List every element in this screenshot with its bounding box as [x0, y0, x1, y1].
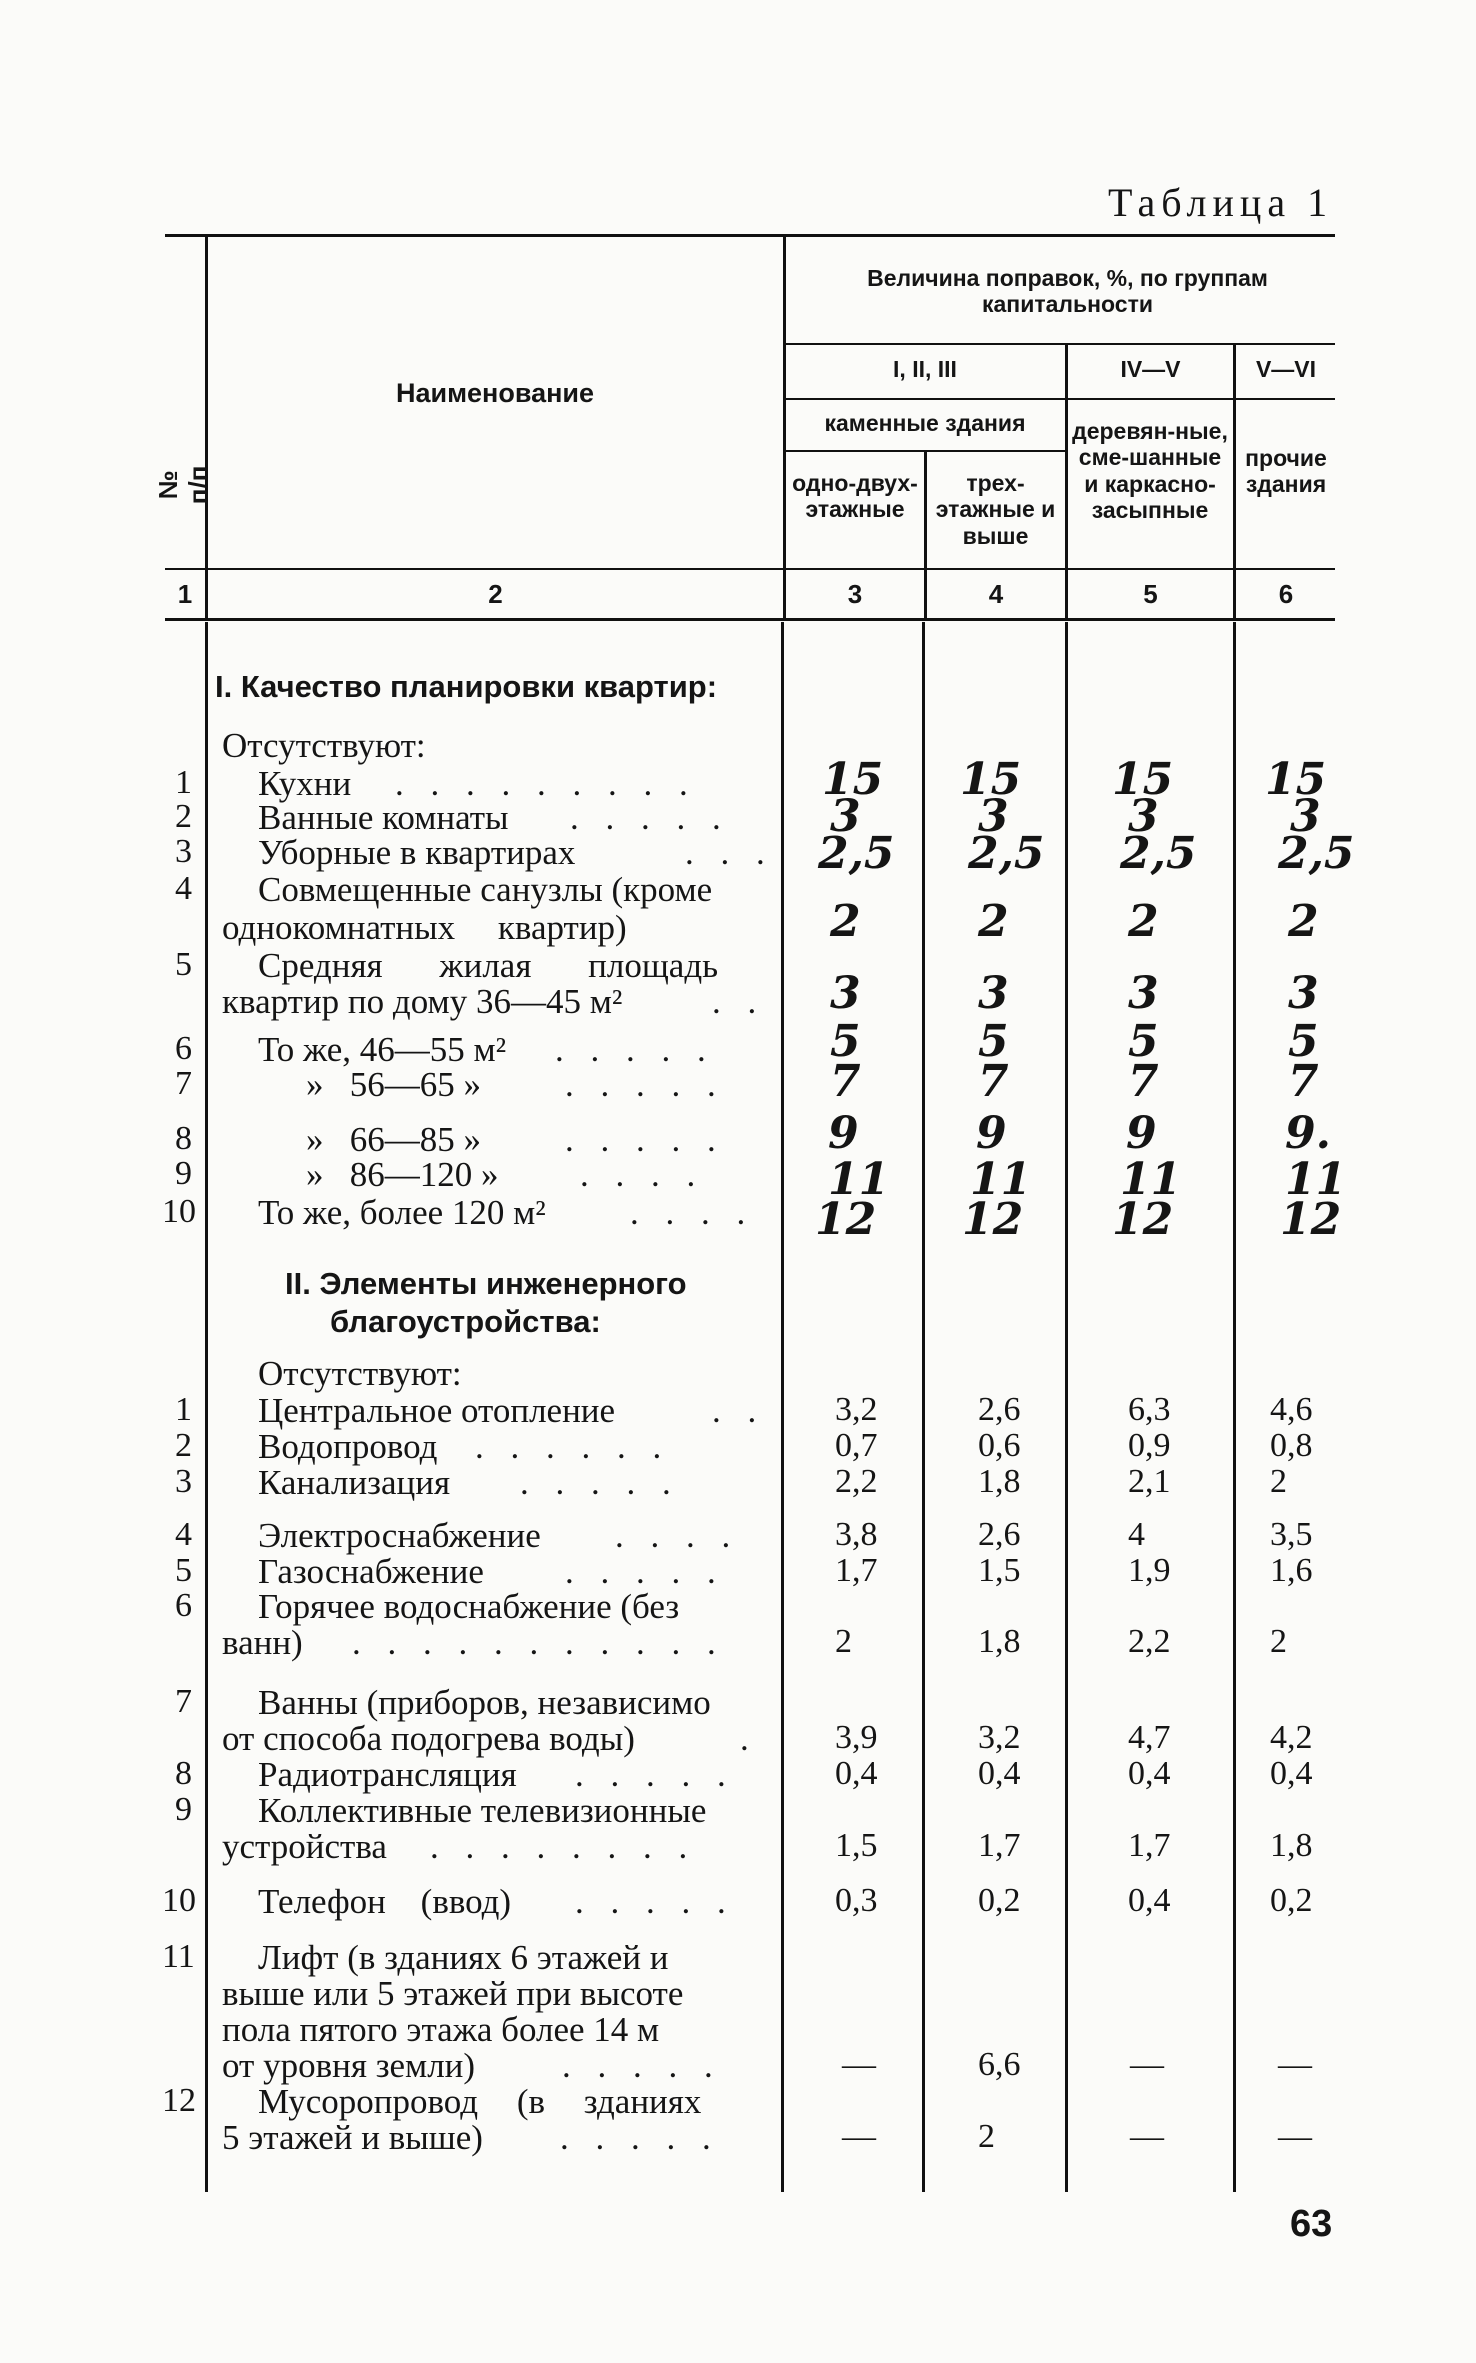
group-3: V—VI [1255, 356, 1317, 382]
section1-title: I. Качество планировки квартир: [215, 669, 718, 704]
s2-row9-name2: устройства [222, 1827, 387, 1866]
s2-r11-c4: 6,6 [978, 2046, 1021, 2083]
s1-r10-c6: 12 [1280, 1194, 1342, 1245]
s2-r12-c6: — [1278, 2118, 1312, 2155]
s1-r9-c6: 11 [1285, 1154, 1347, 1205]
s1-r9-c5: 11 [1120, 1154, 1182, 1205]
s2-row7-num: 7 [175, 1683, 192, 1720]
s1-r6-c5: 5 [1128, 1016, 1159, 1067]
s2-r2-c3: 0,7 [835, 1427, 878, 1464]
s1-r2-c6: 3 [1290, 791, 1321, 842]
s2-row11-name2: выше или 5 этажей при высоте [222, 1974, 684, 2013]
s2-r4-c5: 4 [1128, 1516, 1145, 1553]
s1-row6-num: 6 [175, 1030, 192, 1067]
s1-row9-num: 9 [175, 1155, 192, 1192]
col3-header: одно-двух-этажные [792, 470, 918, 523]
top-rule [165, 234, 1335, 237]
s2-r3-c3: 2,2 [835, 1463, 878, 1500]
leader-dots: . . [712, 982, 766, 1021]
s2-row11-num: 11 [162, 1938, 195, 1975]
body-vrule-num [205, 622, 208, 2192]
s1-r8-c6: 9. [1285, 1108, 1331, 1159]
leader-dots: . . . . . [565, 1120, 725, 1159]
s1-r1-c5: 15 [1112, 754, 1174, 805]
colnum-5: 5 [1143, 579, 1158, 609]
s2-row4-num: 4 [175, 1516, 192, 1553]
colnum-4: 4 [988, 579, 1004, 609]
colnum-3: 3 [847, 579, 863, 609]
s1-row10-name: То же, более 120 м² [258, 1193, 546, 1232]
s1-r4-c5: 2 [1128, 896, 1159, 947]
body-vrule-c1c2 [922, 622, 925, 2192]
colnum-rule-bottom [165, 618, 1335, 621]
body-vrule-c3c4 [1233, 622, 1236, 2192]
colnum-rule-top [165, 568, 1335, 570]
s1-row5-name: Средняя жилая площадь [258, 946, 719, 985]
s2-r7-c3: 3,9 [835, 1719, 878, 1756]
s1-r1-c3: 15 [822, 754, 884, 805]
s2-r4-c3: 3,8 [835, 1516, 878, 1553]
s2-r7-c6: 4,2 [1270, 1719, 1313, 1756]
vrule-num [205, 236, 208, 618]
colnum-6: 6 [1278, 579, 1294, 609]
s2-row2-num: 2 [175, 1427, 192, 1464]
s2-r6-c4: 1,8 [978, 1623, 1021, 1660]
s2-row5-name: Газоснабжение [258, 1552, 484, 1591]
s2-r9-c4: 1,7 [978, 1827, 1021, 1864]
s1-r3-c6: 2,5 [1278, 828, 1355, 879]
s1-row9-name: » 86—120 » [306, 1155, 499, 1194]
s1-r5-c5: 3 [1128, 968, 1159, 1019]
s1-r7-c5: 7 [1128, 1056, 1159, 1107]
s2-r1-c3: 3,2 [835, 1391, 878, 1428]
group-title: Величина поправок, %, по группам капитальности [867, 265, 1268, 318]
s2-r8-c4: 0,4 [978, 1755, 1021, 1792]
s1-row2-num: 2 [175, 798, 192, 835]
col5-header: деревян-ные, сме-шанные и каркасно-засыпные [1072, 418, 1228, 524]
leader-dots: . . [712, 1391, 766, 1430]
s2-r5-c6: 1,6 [1270, 1552, 1313, 1589]
vrule-c2c3 [1065, 345, 1068, 618]
col6-header: прочие здания [1245, 445, 1327, 498]
s2-row6-name2: ванн) [222, 1623, 303, 1662]
leader-dots: . . . . . . . . [430, 1827, 697, 1866]
leader-dots: . . . . . [562, 2046, 722, 2085]
s2-r10-c5: 0,4 [1128, 1882, 1171, 1919]
s2-r7-c5: 4,7 [1128, 1719, 1171, 1756]
s2-row8-name: Радиотрансляция [258, 1755, 517, 1794]
s2-row10-name: Телефон (ввод) [258, 1882, 512, 1921]
section1-absent: Отсутствуют: [222, 726, 426, 765]
s2-r12-c3: — [842, 2118, 876, 2155]
s1-r5-c3: 3 [830, 968, 861, 1019]
s2-r2-c4: 0,6 [978, 1427, 1021, 1464]
s2-row10-num: 10 [162, 1882, 196, 1919]
s1-row2-name: Ванные комнаты [258, 798, 509, 837]
leader-dots: . . . . . . [475, 1427, 671, 1466]
num-col-header: № п/п [153, 465, 213, 505]
leader-dots: . . . . . [565, 1065, 725, 1104]
s1-r10-c5: 12 [1112, 1194, 1174, 1245]
s2-r11-c6: — [1278, 2046, 1312, 2083]
s1-r1-c4: 15 [960, 754, 1022, 805]
group-2: IV—V [1120, 356, 1181, 382]
leader-dots: . . . [685, 833, 774, 872]
stone-header: каменные здания [824, 410, 1026, 436]
leader-dots: . . . . . . . . . [395, 764, 697, 803]
s2-r3-c6: 2 [1270, 1463, 1287, 1500]
s1-row4-num: 4 [175, 870, 192, 907]
s1-row4-name: Совмещенные санузлы (кроме [258, 870, 713, 909]
s1-r2-c3: 3 [830, 791, 861, 842]
s2-row12-num: 12 [162, 2082, 196, 2119]
subgroup-rule [785, 398, 1335, 400]
s2-r10-c3: 0,3 [835, 1882, 878, 1919]
s2-row11-name3: пола пятого этажа более 14 м [222, 2010, 660, 2049]
s2-r12-c5: — [1130, 2118, 1164, 2155]
s2-r1-c5: 6,3 [1128, 1391, 1171, 1428]
s2-row1-num: 1 [175, 1391, 192, 1428]
s1-row5-name2: квартир по дому 36—45 м² [222, 982, 623, 1021]
s2-r11-c5: — [1130, 2046, 1164, 2083]
leader-dots: . . . . . [565, 1552, 725, 1591]
s1-r6-c4: 5 [978, 1016, 1009, 1067]
s2-row4-name: Электроснабжение [258, 1516, 541, 1555]
s2-r8-c5: 0,4 [1128, 1755, 1171, 1792]
s1-row3-num: 3 [175, 833, 192, 870]
s2-row11-name: Лифт (в зданиях 6 этажей и [258, 1938, 669, 1977]
body-vrule-c2c3 [1065, 622, 1068, 2192]
s2-r2-c5: 0,9 [1128, 1427, 1171, 1464]
s2-row3-name: Канализация [258, 1463, 451, 1502]
s2-row6-name: Горячее водоснабжение (без [258, 1587, 680, 1626]
s2-row9-name: Коллективные телевизионные [258, 1791, 707, 1830]
s1-row1-num: 1 [175, 764, 192, 801]
s2-r6-c6: 2 [1270, 1623, 1287, 1660]
s1-r7-c4: 7 [978, 1056, 1009, 1107]
s1-r10-c3: 12 [815, 1194, 877, 1245]
colnum-2: 2 [488, 579, 503, 609]
s2-r9-c6: 1,8 [1270, 1827, 1313, 1864]
s2-r10-c4: 0,2 [978, 1882, 1021, 1919]
s1-r8-c5: 9 [1126, 1108, 1157, 1159]
vrule-c3c4 [1233, 345, 1236, 618]
s2-r4-c6: 3,5 [1270, 1516, 1313, 1553]
s1-r4-c3: 2 [830, 896, 861, 947]
section2-title-2: благоустройства: [330, 1304, 601, 1339]
s1-r3-c5: 2,5 [1120, 828, 1197, 879]
s1-r7-c6: 7 [1288, 1056, 1319, 1107]
s1-row3-name: Уборные в квартирах [258, 833, 576, 872]
body-vrule-name [781, 622, 784, 2192]
s1-row10-num: 10 [162, 1193, 196, 1230]
leader-dots: . . . . [580, 1155, 705, 1194]
group-1: I, II, III [893, 356, 957, 382]
colnum-1: 1 [177, 579, 193, 609]
s2-r7-c4: 3,2 [978, 1719, 1021, 1756]
s1-row7-num: 7 [175, 1065, 192, 1102]
s1-row4-name2: однокомнатных квартир) [222, 908, 627, 947]
leader-dots: . . . . . [560, 2118, 720, 2157]
s1-r7-c3: 7 [830, 1056, 861, 1107]
s2-r6-c3: 2 [835, 1623, 852, 1660]
s2-r1-c6: 4,6 [1270, 1391, 1313, 1428]
table-title: Таблица 1 [1108, 180, 1334, 225]
s1-r5-c6: 3 [1288, 968, 1319, 1019]
s1-r4-c4: 2 [978, 896, 1009, 947]
s2-r10-c6: 0,2 [1270, 1882, 1313, 1919]
s1-r3-c4: 2,5 [968, 828, 1045, 879]
s2-r8-c3: 0,4 [835, 1755, 878, 1792]
s1-r8-c3: 9 [828, 1108, 859, 1159]
leader-dots: . [740, 1719, 758, 1758]
s1-r8-c4: 9 [976, 1108, 1007, 1159]
s1-r9-c4: 11 [970, 1154, 1032, 1205]
s1-r10-c4: 12 [962, 1194, 1024, 1245]
s1-row8-num: 8 [175, 1120, 192, 1157]
s2-r3-c5: 2,1 [1128, 1463, 1171, 1500]
leader-dots: . . . . . [570, 798, 730, 837]
s2-r5-c3: 1,7 [835, 1552, 878, 1589]
col4-header: трех-этажные и выше [935, 470, 1056, 549]
s1-r3-c3: 2,5 [818, 828, 895, 879]
s1-row7-name: » 56—65 » [306, 1065, 481, 1104]
section2-title: II. Элементы инженерного [285, 1266, 687, 1301]
s1-r2-c5: 3 [1128, 791, 1159, 842]
page-number: 63 [1290, 2203, 1333, 2245]
s2-row6-num: 6 [175, 1587, 192, 1624]
s1-row8-name: » 66—85 » [306, 1120, 481, 1159]
s2-row1-name: Центральное отопление [258, 1391, 616, 1430]
leader-dots: . . . . . [520, 1463, 680, 1502]
s2-r3-c4: 1,8 [978, 1463, 1021, 1500]
s2-row12-name: Мусоропровод (в зданиях [258, 2082, 702, 2121]
leader-dots: . . . . . . . . . . . [352, 1623, 725, 1662]
leader-dots: . . . . [630, 1193, 755, 1232]
s1-r6-c3: 5 [830, 1016, 861, 1067]
s2-r5-c4: 1,5 [978, 1552, 1021, 1589]
s2-row7-name: Ванны (приборов, независимо [258, 1683, 711, 1722]
leader-dots: . . . . . [575, 1755, 735, 1794]
s2-r8-c6: 0,4 [1270, 1755, 1313, 1792]
s1-r5-c4: 3 [978, 968, 1009, 1019]
group-rule [785, 343, 1335, 345]
s2-row9-num: 9 [175, 1791, 192, 1828]
s2-r2-c6: 0,8 [1270, 1427, 1313, 1464]
s2-r4-c4: 2,6 [978, 1516, 1021, 1553]
s1-r6-c6: 5 [1288, 1016, 1319, 1067]
s2-row5-num: 5 [175, 1552, 192, 1589]
s2-r5-c5: 1,9 [1128, 1552, 1171, 1589]
s1-r2-c4: 3 [978, 791, 1009, 842]
s1-r1-c6: 15 [1265, 754, 1327, 805]
s1-r4-c6: 2 [1288, 896, 1319, 947]
s2-r11-c3: — [842, 2046, 876, 2083]
s2-row12-name2: 5 этажей и выше) [222, 2118, 483, 2157]
leader-dots: . . . . . [555, 1030, 715, 1069]
s2-row3-num: 3 [175, 1463, 192, 1500]
leader-dots: . . . . . [575, 1882, 735, 1921]
s1-row1-name: Кухни [258, 764, 352, 803]
s1-row6-name: То же, 46—55 м² [258, 1030, 507, 1069]
s1-row5-num: 5 [175, 946, 192, 983]
s2-r9-c3: 1,5 [835, 1827, 878, 1864]
s2-row2-name: Водопровод [258, 1427, 438, 1466]
leader-dots: . . . . [615, 1516, 740, 1555]
s2-r9-c5: 1,7 [1128, 1827, 1171, 1864]
s2-row11-name4: от уровня земли) [222, 2046, 476, 2085]
s2-r1-c4: 2,6 [978, 1391, 1021, 1428]
s2-row7-name2: от способа подогрева воды) [222, 1719, 635, 1758]
s2-r6-c5: 2,2 [1128, 1623, 1171, 1660]
s2-r12-c4: 2 [978, 2118, 995, 2155]
s1-r9-c3: 11 [828, 1154, 890, 1205]
s2-row8-num: 8 [175, 1755, 192, 1792]
name-col-header: Наименование [395, 378, 595, 408]
section2-absent: Отсутствуют: [258, 1354, 462, 1393]
